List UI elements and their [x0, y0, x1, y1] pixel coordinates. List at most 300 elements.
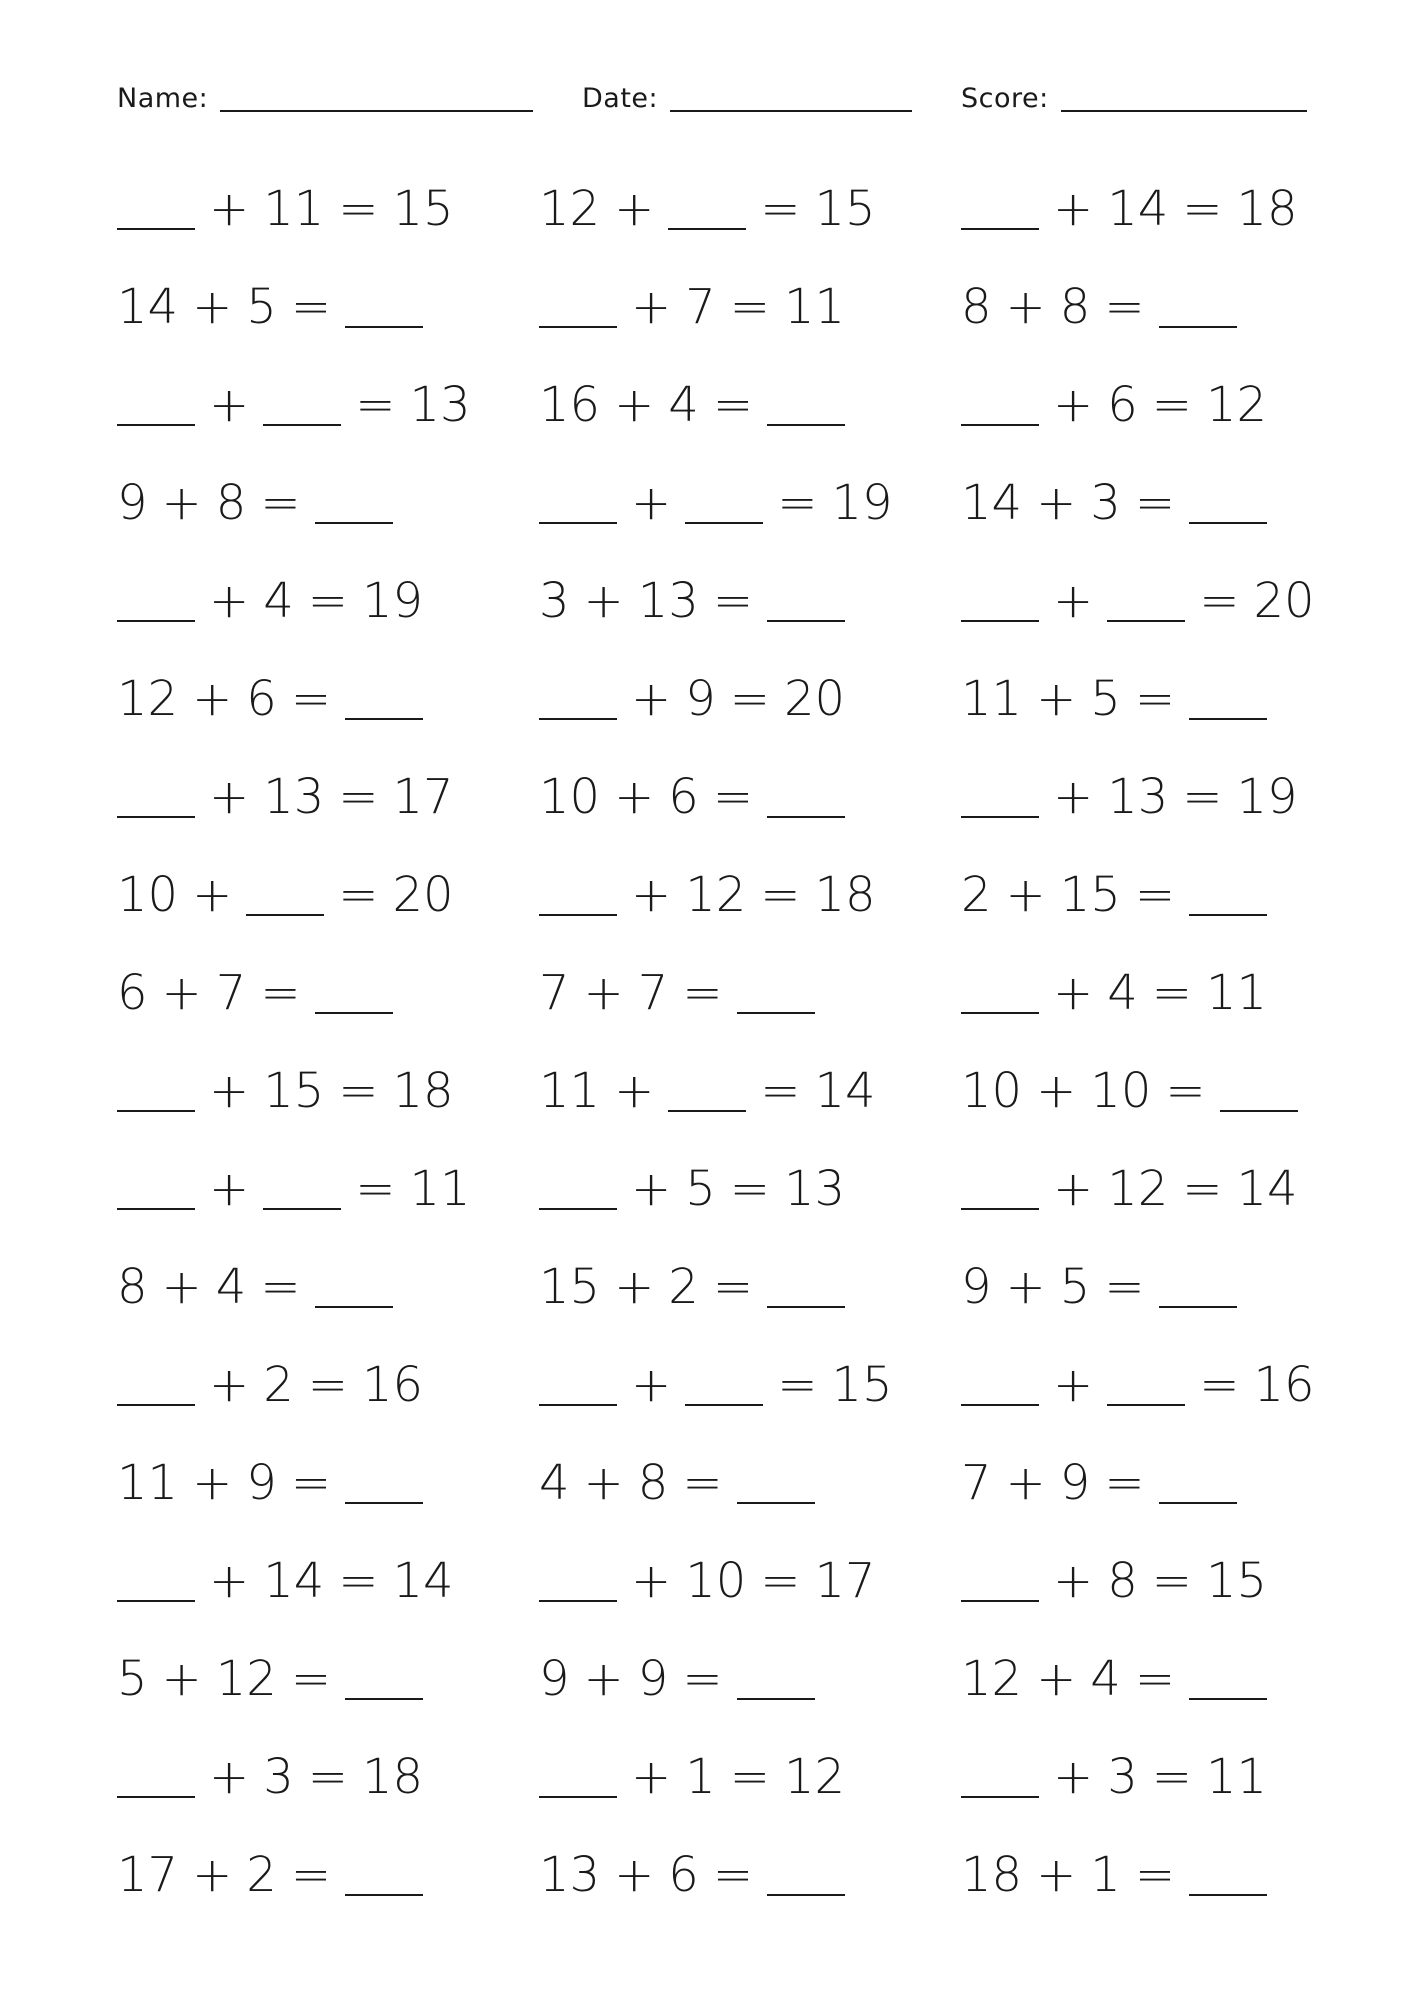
equals-sign: = [712, 377, 754, 433]
number: 15 [1205, 1553, 1268, 1609]
number: 3 [539, 573, 570, 629]
problem [539, 454, 907, 552]
number: 17 [814, 1553, 876, 1609]
problem [117, 1532, 468, 1630]
number: 11 [263, 181, 325, 237]
plus-sign: + [1005, 867, 1046, 923]
answer-blank[interactable] [737, 1698, 815, 1700]
answer-blank[interactable] [539, 1600, 617, 1602]
equals-sign: = [290, 1847, 332, 1903]
answer-blank[interactable] [1189, 718, 1267, 720]
problem [117, 1140, 485, 1238]
plus-sign: + [161, 475, 202, 531]
answer-blank[interactable] [315, 1306, 393, 1308]
score-answer-line[interactable] [1061, 110, 1307, 112]
equals-sign: = [1182, 769, 1223, 825]
number: 8 [1059, 279, 1091, 335]
problem-row [0, 1434, 1414, 1532]
equals-sign: = [760, 181, 801, 237]
number: 13 [637, 573, 699, 629]
number: 11 [409, 1161, 471, 1217]
number: 11 [1205, 965, 1268, 1021]
number: 4 [263, 573, 294, 629]
number: 14 [1107, 181, 1169, 237]
number: 7 [215, 965, 247, 1021]
equals-sign: = [290, 279, 332, 335]
number: 8 [961, 279, 992, 335]
problem [117, 650, 437, 748]
problem [117, 748, 468, 846]
number: 6 [246, 671, 277, 727]
number: 20 [783, 671, 846, 727]
number: 14 [961, 475, 1023, 531]
problem-row [0, 552, 1414, 650]
problem [117, 258, 437, 356]
equals-sign: = [307, 1749, 348, 1805]
problem [117, 1238, 407, 1336]
problem [117, 1728, 437, 1826]
problem [539, 356, 859, 454]
number: 12 [1205, 377, 1268, 433]
problem [539, 552, 859, 650]
problem-row [0, 846, 1414, 944]
plus-sign: + [192, 1847, 233, 1903]
plus-sign: + [1053, 1357, 1094, 1413]
answer-blank[interactable] [685, 522, 763, 524]
answer-blank[interactable] [1189, 914, 1267, 916]
plus-sign: + [1053, 1553, 1094, 1609]
equals-sign: = [682, 965, 723, 1021]
number: 9 [539, 1651, 570, 1707]
plus-sign: + [1036, 1063, 1077, 1119]
number: 15 [1059, 867, 1121, 923]
problem [961, 1728, 1281, 1826]
equals-sign: = [712, 1259, 754, 1315]
equals-sign: = [1134, 1651, 1176, 1707]
number: 10 [685, 1553, 747, 1609]
number: 2 [263, 1357, 294, 1413]
number: 4 [215, 1259, 247, 1315]
number: 3 [1090, 475, 1121, 531]
problem-row [0, 1238, 1414, 1336]
problem [961, 160, 1312, 258]
number: 17 [117, 1847, 179, 1903]
answer-blank[interactable] [767, 816, 845, 818]
equals-sign: = [260, 1259, 301, 1315]
answer-blank[interactable] [539, 522, 617, 524]
problem [539, 1238, 859, 1336]
equals-sign: = [729, 279, 770, 335]
answer-blank[interactable] [1189, 1894, 1267, 1896]
equals-sign: = [290, 1455, 332, 1511]
plus-sign: + [583, 965, 624, 1021]
answer-blank[interactable] [961, 620, 1039, 622]
problem-row [0, 160, 1414, 258]
number: 9 [637, 1651, 669, 1707]
number: 10 [1090, 1063, 1152, 1119]
score-field[interactable] [961, 78, 1307, 118]
plus-sign: + [192, 279, 233, 335]
problem [539, 1042, 890, 1140]
problem [961, 356, 1281, 454]
answer-blank[interactable] [117, 1404, 195, 1406]
number: 15 [539, 1259, 601, 1315]
answer-blank[interactable] [767, 1894, 845, 1896]
equals-sign: = [1151, 1749, 1192, 1805]
date-answer-line[interactable] [670, 110, 912, 112]
number: 13 [263, 769, 325, 825]
answer-blank[interactable] [1189, 1698, 1267, 1700]
plus-sign: + [1005, 1455, 1046, 1511]
equals-sign: = [712, 1847, 754, 1903]
number: 14 [263, 1553, 325, 1609]
equals-sign: = [290, 671, 332, 727]
answer-blank[interactable] [737, 1012, 815, 1014]
number: 11 [783, 279, 846, 335]
number: 11 [1205, 1749, 1268, 1805]
number: 5 [117, 1651, 148, 1707]
problem [539, 258, 859, 356]
equals-sign: = [290, 1651, 332, 1707]
problem [117, 1336, 437, 1434]
plus-sign: + [1053, 573, 1094, 629]
number: 12 [539, 181, 601, 237]
plus-sign: + [1053, 965, 1094, 1021]
problem [539, 846, 890, 944]
problem [961, 748, 1312, 846]
number: 16 [361, 1357, 424, 1413]
number: 20 [1253, 573, 1315, 629]
answer-blank[interactable] [961, 1208, 1039, 1210]
answer-blank[interactable] [117, 1110, 195, 1112]
number: 12 [685, 867, 747, 923]
answer-blank[interactable] [117, 816, 195, 818]
equals-sign: = [1104, 1455, 1145, 1511]
number: 9 [246, 1455, 277, 1511]
answer-blank[interactable] [961, 1600, 1039, 1602]
equals-sign: = [682, 1651, 723, 1707]
number: 20 [392, 867, 454, 923]
answer-blank[interactable] [539, 326, 617, 328]
number: 6 [117, 965, 148, 1021]
answer-blank[interactable] [961, 424, 1039, 426]
plus-sign: + [631, 867, 672, 923]
answer-blank[interactable] [315, 1012, 393, 1014]
answer-blank[interactable] [263, 424, 341, 426]
number: 13 [783, 1161, 846, 1217]
plus-sign: + [209, 181, 250, 237]
answer-blank[interactable] [117, 424, 195, 426]
answer-blank[interactable] [961, 816, 1039, 818]
plus-sign: + [1036, 1651, 1077, 1707]
name-answer-line[interactable] [220, 110, 533, 112]
number: 14 [117, 279, 179, 335]
plus-sign: + [614, 1063, 655, 1119]
number: 4 [668, 377, 699, 433]
problem [961, 1532, 1281, 1630]
problem [539, 1140, 859, 1238]
problem-row [0, 258, 1414, 356]
plus-sign: + [209, 573, 250, 629]
plus-sign: + [192, 671, 233, 727]
number: 7 [539, 965, 570, 1021]
number: 8 [117, 1259, 148, 1315]
equals-sign: = [1151, 377, 1192, 433]
number: 11 [961, 671, 1023, 727]
problem [961, 1630, 1281, 1728]
plus-sign: + [614, 181, 655, 237]
number: 12 [961, 1651, 1023, 1707]
number: 19 [361, 573, 424, 629]
answer-blank[interactable] [246, 914, 324, 916]
answer-blank[interactable] [685, 1404, 763, 1406]
answer-blank[interactable] [1107, 1404, 1185, 1406]
answer-blank[interactable] [961, 1404, 1039, 1406]
number: 16 [539, 377, 601, 433]
problem-row [0, 1532, 1414, 1630]
number: 15 [392, 181, 454, 237]
answer-blank[interactable] [539, 1208, 617, 1210]
equals-sign: = [760, 1553, 801, 1609]
equals-sign: = [355, 377, 396, 433]
answer-blank[interactable] [345, 1894, 423, 1896]
answer-blank[interactable] [117, 228, 195, 230]
number: 7 [685, 279, 716, 335]
plus-sign: + [614, 1259, 655, 1315]
answer-blank[interactable] [1189, 522, 1267, 524]
answer-blank[interactable] [767, 620, 845, 622]
equals-sign: = [760, 867, 801, 923]
number: 4 [539, 1455, 570, 1511]
problem [117, 1630, 437, 1728]
answer-blank[interactable] [539, 1404, 617, 1406]
equals-sign: = [338, 867, 379, 923]
equals-sign: = [729, 671, 770, 727]
equals-sign: = [1104, 1259, 1145, 1315]
answer-blank[interactable] [345, 718, 423, 720]
answer-blank[interactable] [1220, 1110, 1298, 1112]
equals-sign: = [1104, 279, 1145, 335]
number: 4 [1090, 1651, 1121, 1707]
problem-row [0, 1336, 1414, 1434]
problem [117, 944, 407, 1042]
answer-blank[interactable] [117, 1796, 195, 1798]
plus-sign: + [1036, 671, 1077, 727]
problem [961, 454, 1281, 552]
plus-sign: + [631, 671, 672, 727]
number: 10 [961, 1063, 1023, 1119]
plus-sign: + [209, 1749, 250, 1805]
answer-blank[interactable] [961, 1012, 1039, 1014]
answer-blank[interactable] [345, 1502, 423, 1504]
problem [539, 748, 859, 846]
equals-sign: = [1151, 965, 1192, 1021]
answer-blank[interactable] [1107, 620, 1185, 622]
number: 19 [1236, 769, 1298, 825]
equals-sign: = [777, 475, 818, 531]
answer-blank[interactable] [315, 522, 393, 524]
equals-sign: = [1134, 1847, 1176, 1903]
problem [117, 552, 437, 650]
number: 3 [263, 1749, 294, 1805]
equals-sign: = [338, 1063, 379, 1119]
equals-sign: = [307, 573, 348, 629]
problem [117, 356, 485, 454]
problem [961, 1434, 1251, 1532]
plus-sign: + [209, 1553, 250, 1609]
problem [539, 1728, 859, 1826]
answer-blank[interactable] [539, 1796, 617, 1798]
date-field[interactable] [582, 78, 912, 118]
plus-sign: + [614, 377, 655, 433]
problem [117, 846, 468, 944]
number: 18 [392, 1063, 454, 1119]
problem [961, 552, 1329, 650]
number: 9 [1059, 1455, 1091, 1511]
name-field[interactable] [117, 78, 533, 118]
number: 14 [814, 1063, 876, 1119]
number: 1 [685, 1749, 716, 1805]
equals-sign: = [777, 1357, 818, 1413]
equals-sign: = [338, 1553, 379, 1609]
equals-sign: = [1134, 671, 1176, 727]
answer-blank[interactable] [539, 914, 617, 916]
answer-blank[interactable] [767, 424, 845, 426]
equals-sign: = [1165, 1063, 1206, 1119]
plus-sign: + [631, 279, 672, 335]
problem-row [0, 650, 1414, 748]
number: 14 [1236, 1161, 1298, 1217]
number: 12 [1107, 1161, 1169, 1217]
plus-sign: + [161, 1259, 202, 1315]
number: 8 [637, 1455, 669, 1511]
number: 17 [392, 769, 454, 825]
plus-sign: + [1053, 181, 1094, 237]
plus-sign: + [209, 1357, 250, 1413]
answer-blank[interactable] [117, 1208, 195, 1210]
number: 6 [668, 1847, 699, 1903]
answer-blank[interactable] [961, 228, 1039, 230]
answer-blank[interactable] [668, 228, 746, 230]
number: 2 [246, 1847, 277, 1903]
problem [961, 1336, 1329, 1434]
answer-blank[interactable] [1159, 326, 1237, 328]
plus-sign: + [1036, 475, 1077, 531]
problem-row [0, 944, 1414, 1042]
date-label: Date: [582, 83, 659, 114]
equals-sign: = [260, 475, 301, 531]
answer-blank[interactable] [961, 1796, 1039, 1798]
problem [117, 454, 407, 552]
answer-blank[interactable] [345, 326, 423, 328]
plus-sign: + [583, 1455, 624, 1511]
plus-sign: + [614, 769, 655, 825]
number: 6 [1107, 377, 1138, 433]
plus-sign: + [631, 475, 672, 531]
equals-sign: = [1134, 475, 1176, 531]
number: 6 [668, 769, 699, 825]
plus-sign: + [1053, 769, 1094, 825]
problem-row [0, 1728, 1414, 1826]
equals-sign: = [712, 573, 754, 629]
number: 12 [783, 1749, 846, 1805]
plus-sign: + [209, 1063, 250, 1119]
answer-blank[interactable] [668, 1110, 746, 1112]
plus-sign: + [1005, 279, 1046, 335]
number: 19 [831, 475, 893, 531]
problem [539, 944, 829, 1042]
problem [539, 650, 859, 748]
number: 13 [1107, 769, 1169, 825]
problem [961, 258, 1251, 356]
equals-sign: = [1199, 573, 1240, 629]
number: 15 [831, 1357, 893, 1413]
problem [539, 1532, 890, 1630]
plus-sign: + [631, 1749, 672, 1805]
number: 5 [685, 1161, 716, 1217]
problem [961, 1238, 1251, 1336]
plus-sign: + [192, 1455, 233, 1511]
plus-sign: + [192, 867, 233, 923]
number: 9 [961, 1259, 992, 1315]
problem [961, 1042, 1312, 1140]
equals-sign: = [338, 181, 379, 237]
plus-sign: + [1005, 1259, 1046, 1315]
equals-sign: = [729, 1161, 770, 1217]
answer-blank[interactable] [539, 718, 617, 720]
answer-blank[interactable] [737, 1502, 815, 1504]
answer-blank[interactable] [767, 1306, 845, 1308]
number: 2 [668, 1259, 699, 1315]
problem-row [0, 454, 1414, 552]
number: 9 [685, 671, 716, 727]
answer-blank[interactable] [263, 1208, 341, 1210]
problem [961, 1826, 1281, 1924]
number: 8 [1107, 1553, 1138, 1609]
plus-sign: + [209, 769, 250, 825]
equals-sign: = [1182, 1161, 1223, 1217]
number: 3 [1107, 1749, 1138, 1805]
plus-sign: + [209, 377, 250, 433]
problem [539, 1826, 859, 1924]
plus-sign: + [583, 1651, 624, 1707]
plus-sign: + [1036, 1847, 1077, 1903]
answer-blank[interactable] [345, 1698, 423, 1700]
problem-row [0, 1630, 1414, 1728]
plus-sign: + [614, 1847, 655, 1903]
score-label: Score: [961, 83, 1049, 114]
problem-row [0, 748, 1414, 846]
equals-sign: = [355, 1161, 396, 1217]
worksheet-header [0, 78, 1414, 118]
answer-blank[interactable] [1159, 1502, 1237, 1504]
number: 18 [1236, 181, 1298, 237]
plus-sign: + [1053, 1161, 1094, 1217]
number: 4 [1107, 965, 1138, 1021]
number: 14 [392, 1553, 454, 1609]
equals-sign: = [307, 1357, 348, 1413]
number: 12 [117, 671, 179, 727]
problem [961, 944, 1281, 1042]
number: 9 [117, 475, 148, 531]
answer-blank[interactable] [117, 620, 195, 622]
answer-blank[interactable] [1159, 1306, 1237, 1308]
answer-blank[interactable] [117, 1600, 195, 1602]
problem-row [0, 1826, 1414, 1924]
plus-sign: + [161, 965, 202, 1021]
plus-sign: + [161, 1651, 202, 1707]
problem [117, 1042, 468, 1140]
